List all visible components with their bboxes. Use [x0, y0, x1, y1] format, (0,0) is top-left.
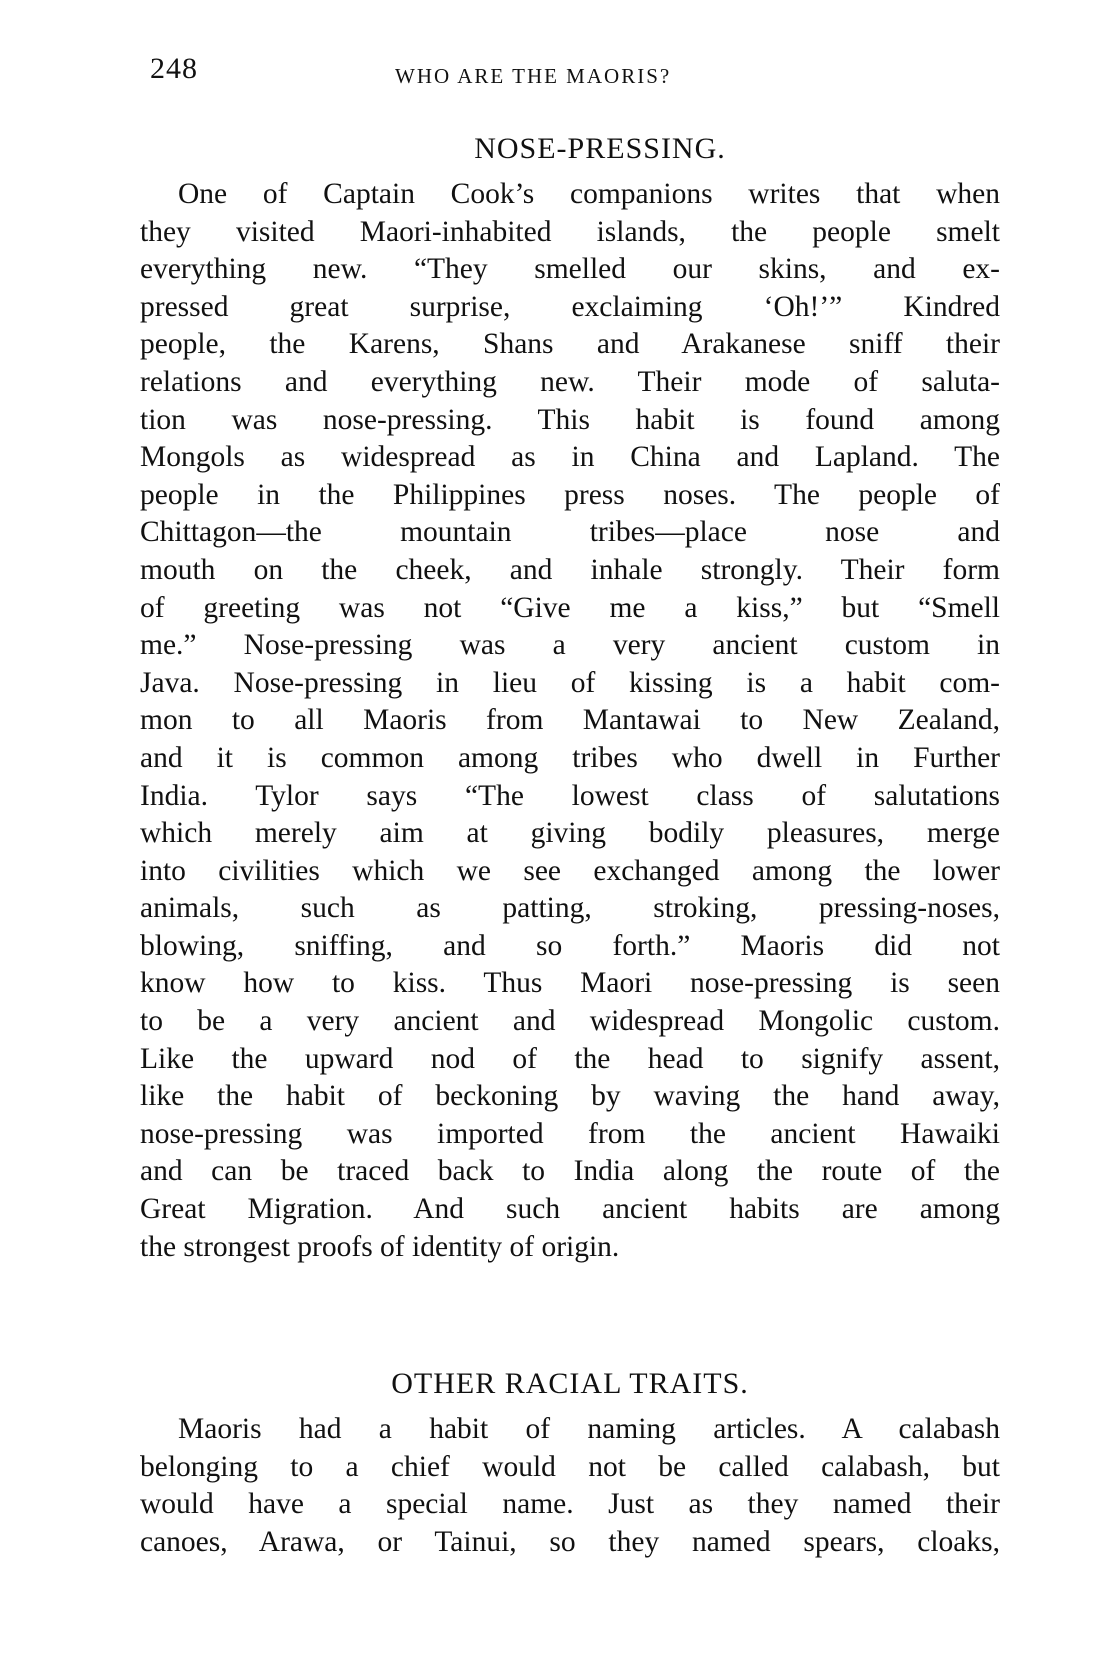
text-line: Maoris had a habit of naming articles. A calabash: [178, 1413, 1000, 1445]
text-line: Like the upward nod of the head to signify assent,: [140, 1042, 1000, 1075]
text-line: Chittagon—the mountain tribes—place nose and: [140, 516, 1000, 549]
paragraph: [140, 176, 1000, 1266]
text-line: to be a very ancient and widespread Mongolic custom.: [140, 1005, 1000, 1038]
section-other-racial-traits: [140, 1367, 1000, 1561]
text-line: people, the Karens, Shans and Arakanese sniff their: [140, 328, 1000, 361]
text-line: nose-pressing was imported from the ancient Hawaiki: [140, 1117, 1000, 1150]
text-line: blowing, sniffing, and so forth.” Maoris did not: [140, 929, 1000, 962]
section-heading: OTHER RACIAL TRAITS.: [391, 1367, 749, 1400]
text-line: mouth on the cheek, and inhale strongly. Their form: [140, 553, 1000, 586]
page-number: 248: [150, 52, 198, 85]
text-line: they visited Maori-inhabited islands, the people smelt: [140, 215, 1000, 248]
running-head: [150, 52, 1000, 92]
text-line: would have a special name. Just as they named their: [140, 1488, 1000, 1521]
paragraph: [140, 1411, 1000, 1561]
text-line: and can be traced back to India along the route of the: [140, 1155, 1000, 1188]
text-line: know how to kiss. Thus Maori nose-pressing is seen: [140, 967, 1000, 1000]
text-line: Great Migration. And such ancient habits are among: [140, 1193, 1000, 1226]
text-line: like the habit of beckoning by waving the hand away,: [140, 1080, 1000, 1113]
text-line: which merely aim at giving bodily pleasures, merge: [140, 817, 1000, 850]
text-line: mon to all Maoris from Mantawai to New Zealand,: [140, 704, 1000, 737]
text-line: me.” Nose-pressing was a very ancient custom in: [140, 629, 1000, 662]
text-line: India. Tylor says “The lowest class of salutations: [140, 779, 1000, 812]
text-line: of greeting was not “Give me a kiss,” but “Smell: [140, 591, 1000, 624]
text-line: Java. Nose-pressing in lieu of kissing is a habit com-: [140, 666, 1000, 699]
text-line: canoes, Arawa, or Tainui, so they named spears, cloaks,: [140, 1525, 1000, 1558]
text-line: into civilities which we see exchanged among the lower: [140, 854, 1000, 887]
text-line: animals, such as patting, stroking, pressing-noses,: [140, 892, 1000, 925]
text-line: Mongols as widespread as in China and Lapland. The: [140, 441, 1000, 474]
text-line: tion was nose-pressing. This habit is found among: [140, 403, 1000, 436]
text-line: relations and everything new. Their mode of saluta-: [140, 365, 1000, 398]
section-heading: NOSE-PRESSING.: [474, 132, 726, 165]
text-line: the strongest proofs of identity of origin.: [140, 1230, 620, 1263]
text-line: people in the Philippines press noses. The people of: [140, 478, 1000, 511]
running-title: WHO ARE THE MAORIS?: [395, 64, 672, 88]
text-line: pressed great surprise, exclaiming ‘Oh!’” Kindred: [140, 290, 1000, 323]
text-line: and it is common among tribes who dwell in Further: [140, 741, 1000, 774]
section-nose-pressing: [140, 132, 1000, 1266]
text-line: everything new. “They smelled our skins, and ex-: [140, 253, 1000, 286]
text-line: belonging to a chief would not be called calabash, but: [140, 1450, 1000, 1483]
text-line: One of Captain Cook’s companions writes that when: [178, 178, 1000, 210]
